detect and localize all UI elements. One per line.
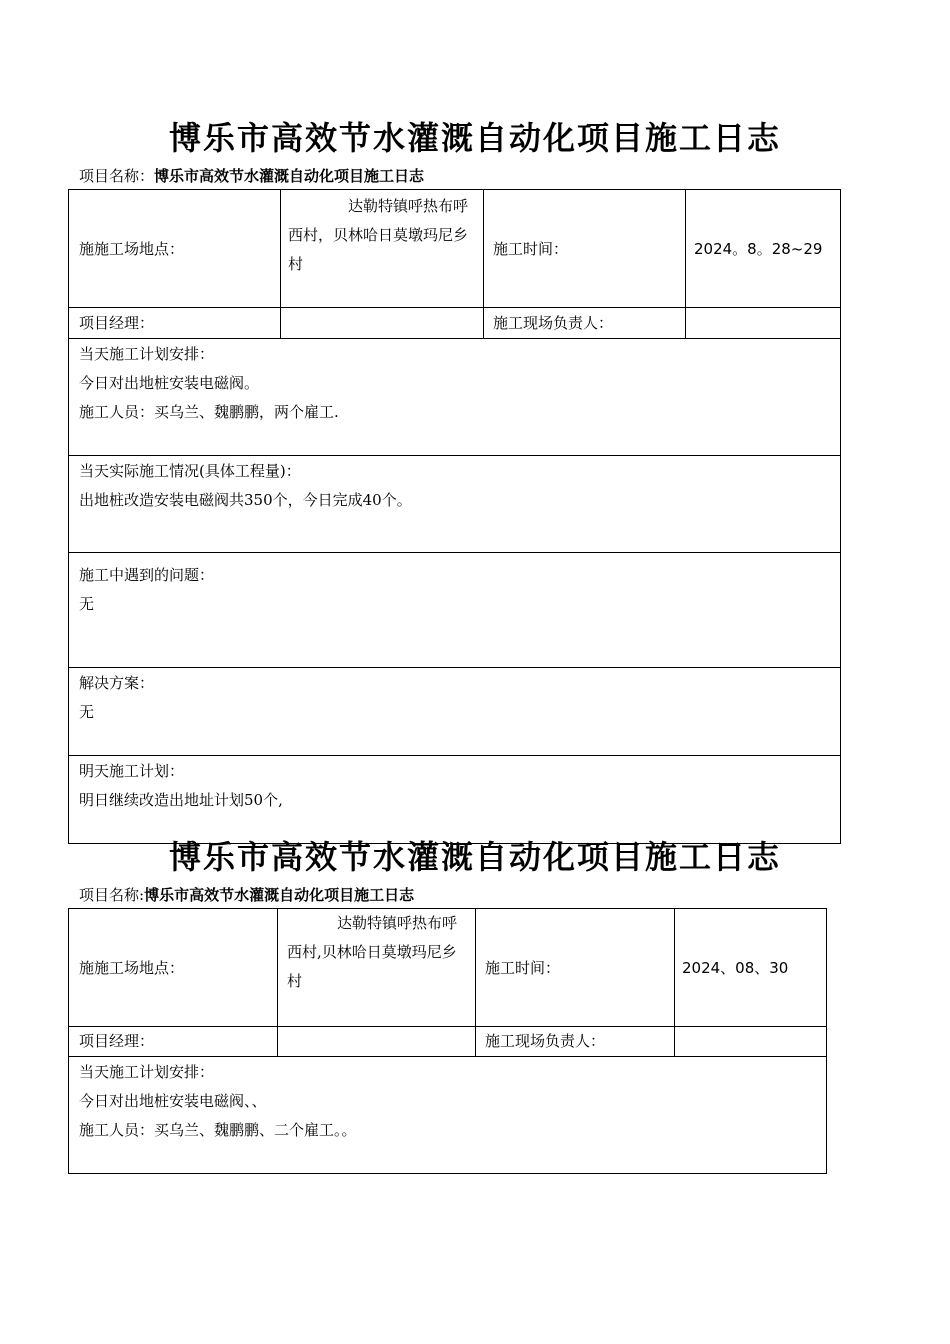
log2-project-line [79, 885, 414, 905]
log2-onsite-label: 施工现场负责人： [485, 1032, 606, 1050]
log2-manager-value [277, 1026, 475, 1056]
log1-tomorrow-label: 明天施工计划： [79, 762, 185, 780]
log2-manager-label: 项目经理： [79, 1032, 155, 1050]
log2-plan-line2: 施工人员：买乌兰、魏鹏鹏、二个雇工。。 [79, 1121, 357, 1139]
log1-manager-label: 项目经理： [79, 313, 155, 332]
log1-onsite-label: 施工现场负责人： [493, 313, 614, 332]
log2-project-label: 项目名称: [79, 886, 145, 904]
log1-problem-block [69, 552, 840, 667]
log2-site-label: 施施工场地点： [79, 958, 185, 977]
log1-onsite-value [685, 307, 841, 338]
log2-plan-line1: 今日对出地桩安装电磁阀、、 [79, 1092, 267, 1110]
log1-manager-value [280, 307, 483, 338]
log1-solution-label: 解决方案： [79, 674, 155, 692]
log1-site-value: 达勒特镇呼热布呼西村，贝林哈日莫墩玛尼乡村 [288, 197, 469, 273]
log2-plan-label: 当天施工计划安排： [79, 1063, 215, 1081]
log1-time-value: 2024。8。28~29 [694, 239, 823, 258]
log2-onsite-value [674, 1026, 826, 1056]
log1-tomorrow-block [69, 755, 840, 843]
log1-solution-value: 无 [79, 703, 95, 721]
log1-plan-line2: 施工人员：买乌兰、魏鹏鹏，两个雇工. [79, 403, 339, 421]
log2-title: 博乐市高效节水灌溉自动化项目施工日志 [168, 838, 781, 876]
log1-tomorrow-value: 明日继续改造出地址计划50个, [79, 791, 283, 809]
log1-plan-block [69, 338, 840, 455]
log2-plan-block [69, 1056, 826, 1173]
log1-project-value: 博乐市高效节水灌溉自动化项目施工日志 [154, 167, 425, 185]
log1-project-line [79, 166, 424, 186]
log1-project-label: 项目名称： [79, 167, 155, 185]
log1-table [68, 189, 841, 844]
log2-project-value: 博乐市高效节水灌溉自动化项目施工日志 [144, 886, 415, 904]
log1-plan-label: 当天施工计划安排： [79, 345, 215, 363]
log1-actual-label: 当天实际施工情况(具体工程量)： [79, 462, 301, 480]
log2-time-label: 施工时间： [485, 958, 561, 977]
log1-actual-block [69, 455, 840, 552]
log1-solution-block [69, 667, 840, 755]
log1-plan-line1: 今日对出地桩安装电磁阀。 [79, 374, 260, 392]
log2-time-value: 2024、08、30 [682, 958, 789, 977]
log1-time-label: 施工时间： [493, 239, 569, 258]
log1-title: 博乐市高效节水灌溉自动化项目施工日志 [168, 119, 781, 157]
log1-problem-value: 无 [79, 595, 95, 613]
log2-site-value: 达勒特镇呼热布呼西村,贝林哈日莫墩玛尼乡村 [287, 914, 458, 990]
log1-site-label: 施施工场地点： [79, 239, 185, 258]
log1-problem-label: 施工中遇到的问题： [79, 566, 215, 584]
log1-actual-line1: 出地桩改造安装电磁阀共350个，今日完成40个。 [79, 491, 412, 509]
log2-table [68, 908, 827, 1174]
